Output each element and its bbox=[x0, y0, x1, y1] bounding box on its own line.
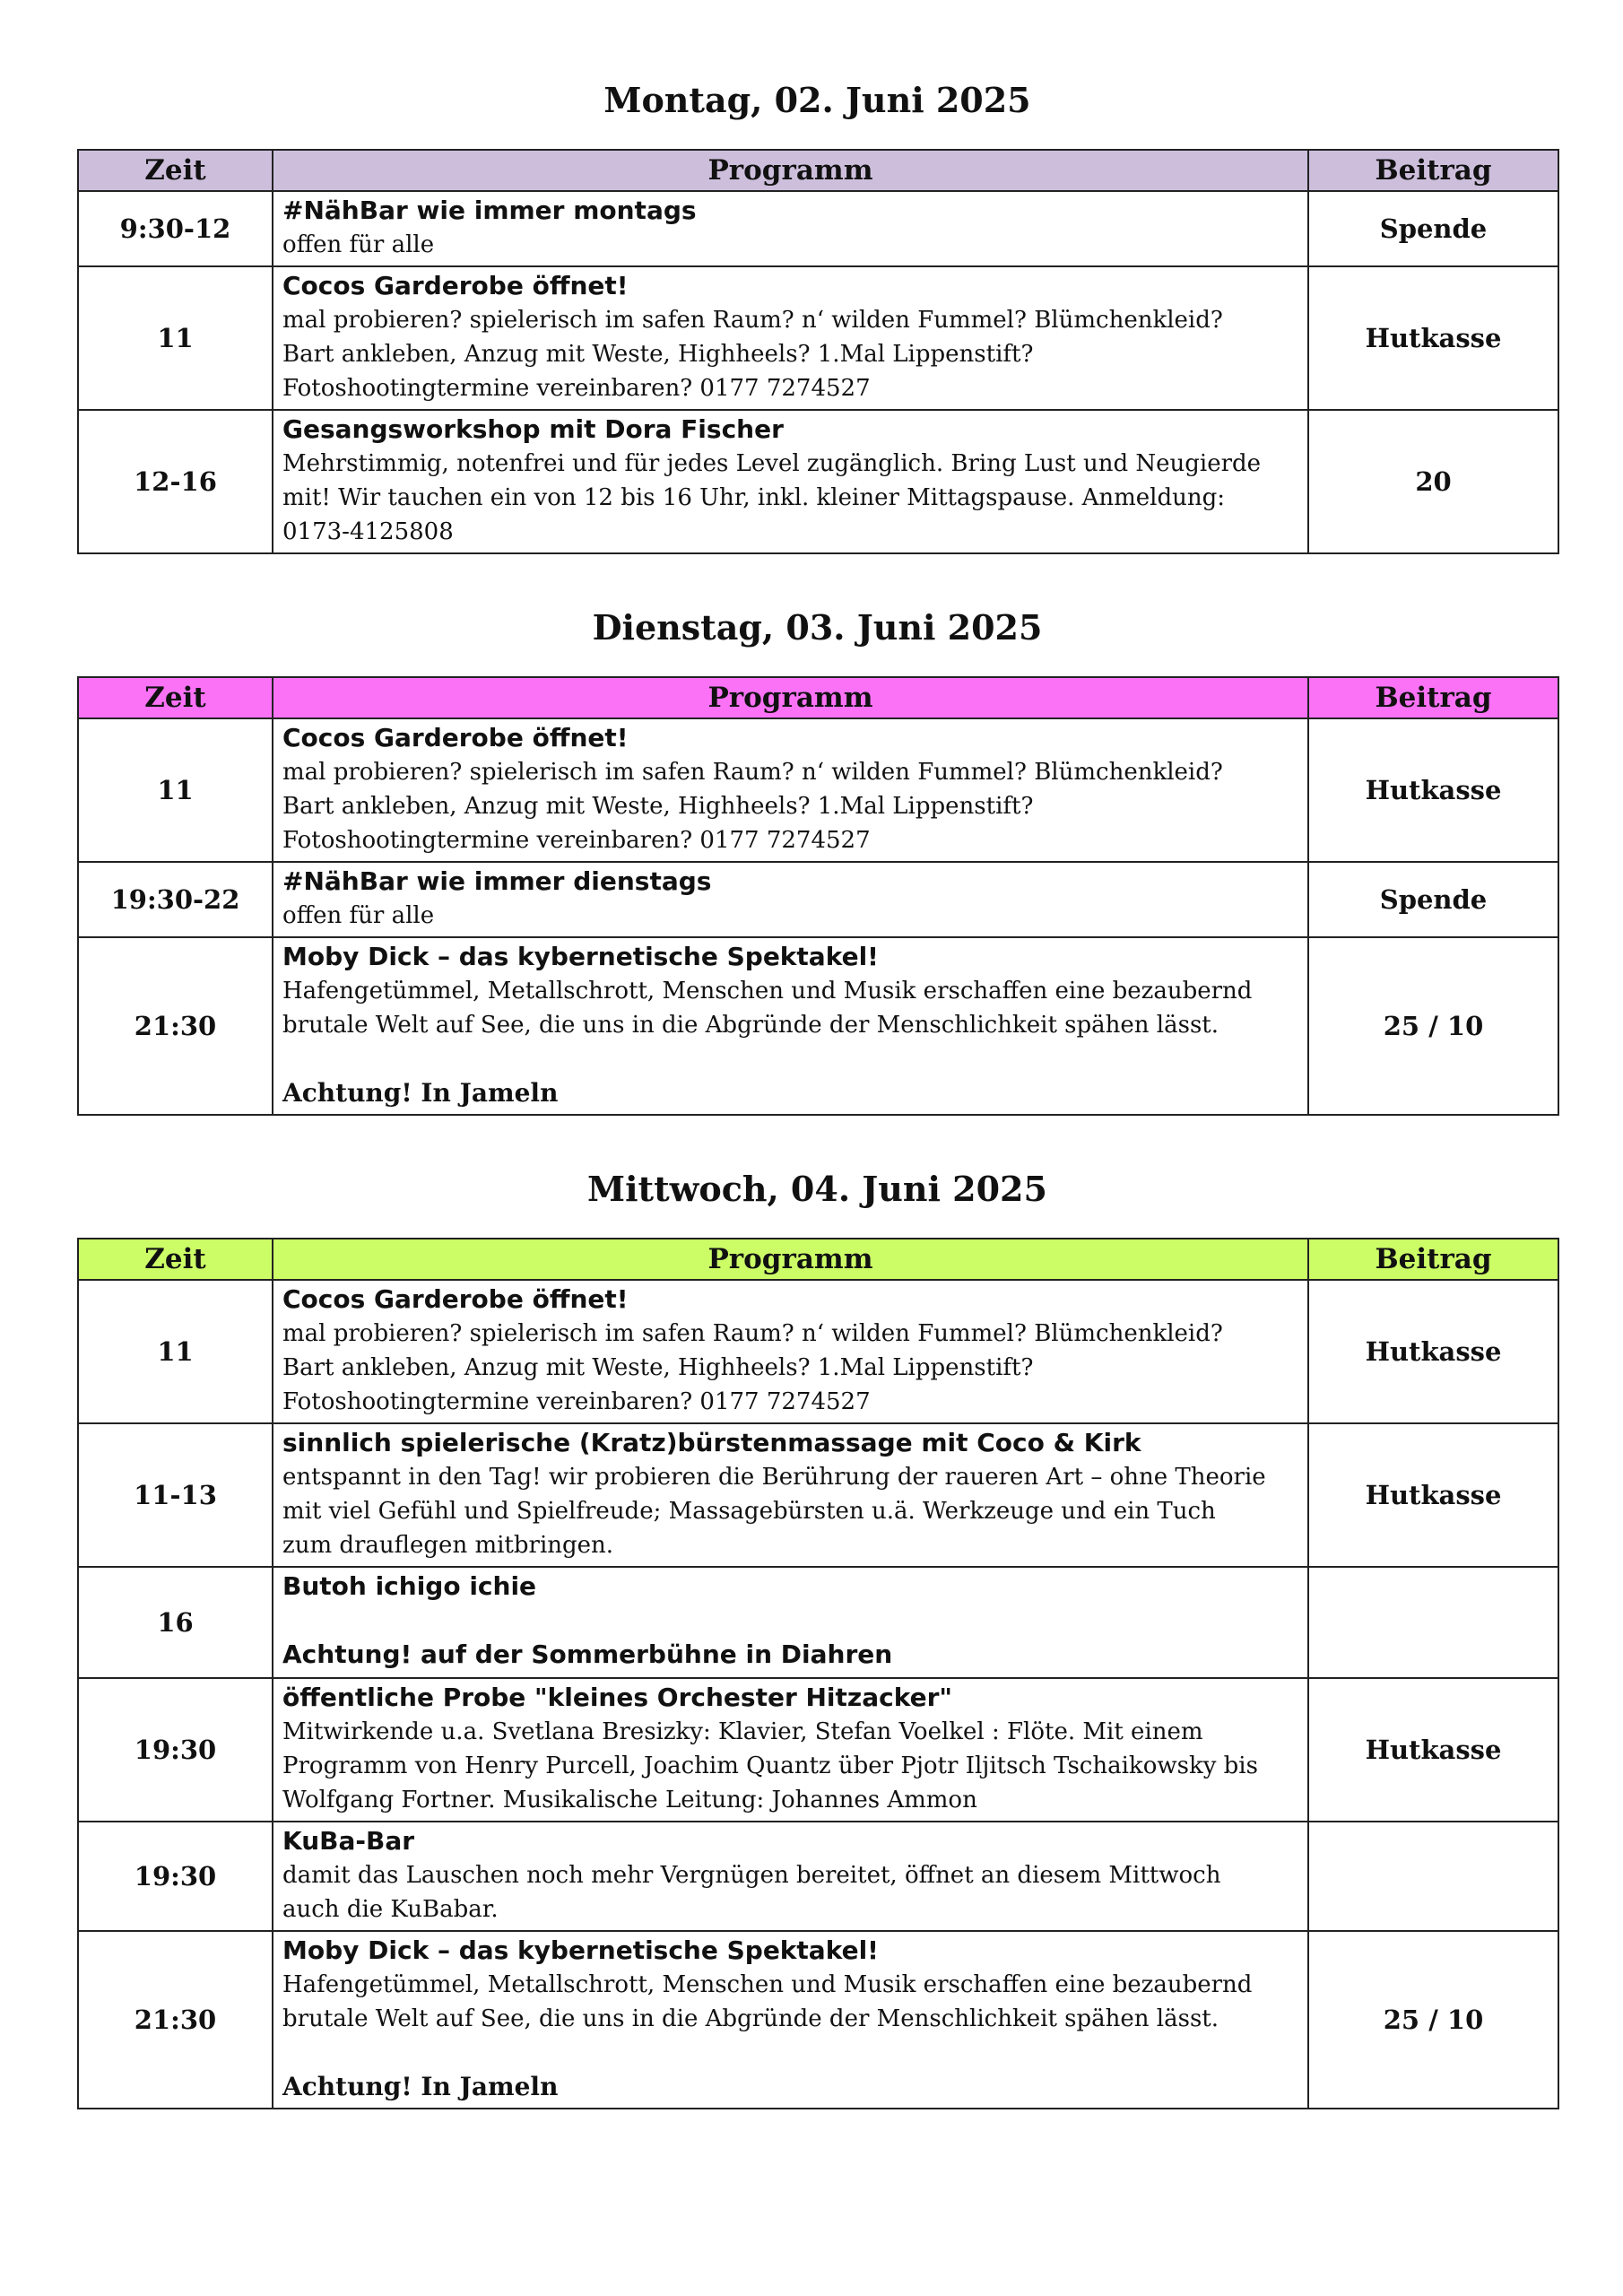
program-cell bbox=[273, 1678, 1308, 1822]
fee-cell bbox=[1308, 1567, 1558, 1678]
fee-cell: 25 / 10 bbox=[1308, 1931, 1558, 2109]
program-cell bbox=[273, 1280, 1308, 1423]
table-row bbox=[78, 410, 1558, 553]
program-note: Achtung! auf der Sommerbühne in Diahren bbox=[282, 1639, 893, 1669]
time-cell: 11 bbox=[78, 1280, 273, 1423]
program-title: Cocos Garderobe öffnet! bbox=[282, 723, 629, 752]
col-header-zeit: Zeit bbox=[78, 1239, 273, 1280]
col-header-programm: Programm bbox=[273, 677, 1308, 718]
time-cell: 12-16 bbox=[78, 410, 273, 553]
time-cell: 21:30 bbox=[78, 1931, 273, 2109]
col-header-zeit: Zeit bbox=[78, 677, 273, 718]
program-cell bbox=[273, 1931, 1308, 2109]
table-row bbox=[78, 1567, 1558, 1678]
program-description: entspannt in den Tag! wir probieren die Berührung der raueren Art – ohne Theorie mit viel Gefühl und Spielfreude; Massagebürsten u.ä. Werkzeuge und ein Tuch zum drauflegen mitbringen. bbox=[282, 1464, 1266, 1559]
day-monday bbox=[77, 70, 1558, 554]
time-cell: 19:30-22 bbox=[78, 862, 273, 937]
fee-cell bbox=[1308, 1822, 1558, 1931]
col-header-programm: Programm bbox=[273, 150, 1308, 191]
schedule-table bbox=[77, 149, 1559, 554]
day-title: Montag, 02. Juni 2025 bbox=[603, 80, 1031, 120]
fee-cell: Hutkasse bbox=[1308, 1280, 1558, 1423]
program-description: Hafengetümmel, Metallschrott, Menschen und Musik erschaffen eine bezaubernd brutale Welt auf See, die uns in die Abgründe der Menschlichkeit spähen lässt. bbox=[282, 1971, 1253, 2032]
program-note: Achtung! In Jameln bbox=[282, 1078, 559, 1108]
program-title: Cocos Garderobe öffnet! bbox=[282, 271, 629, 300]
schedule-table bbox=[77, 1238, 1559, 2109]
program-title: Butoh ichigo ichie bbox=[282, 1571, 537, 1601]
program-title: Gesangsworkshop mit Dora Fischer bbox=[282, 414, 784, 444]
time-cell: 19:30 bbox=[78, 1822, 273, 1931]
program-cell bbox=[273, 718, 1308, 862]
fee-cell: Spende bbox=[1308, 191, 1558, 266]
fee-cell: Hutkasse bbox=[1308, 718, 1558, 862]
program-title: Moby Dick – das kybernetische Spektakel! bbox=[282, 942, 879, 971]
program-note: Achtung! In Jameln bbox=[282, 2072, 559, 2101]
col-header-beitrag: Beitrag bbox=[1308, 1239, 1558, 1280]
program-description: offen für alle bbox=[282, 231, 435, 258]
program-title: KuBa-Bar bbox=[282, 1826, 415, 1856]
time-cell: 16 bbox=[78, 1567, 273, 1678]
table-header bbox=[78, 677, 1558, 718]
program-title: Cocos Garderobe öffnet! bbox=[282, 1284, 629, 1314]
program-cell bbox=[273, 1423, 1308, 1567]
program-title: #NähBar wie immer montags bbox=[282, 196, 697, 225]
program-description: mal probieren? spielerisch im safen Raum? n‘ wilden Fummel? Blümchenkleid? Bart ankleben, Anzug mit Weste, Highheels? 1.Mal Lippenstift? Fotoshootingtermine vereinbaren? 0177 7274527 bbox=[282, 759, 1223, 854]
table-row bbox=[78, 1423, 1558, 1567]
col-header-programm: Programm bbox=[273, 1239, 1308, 1280]
table-row bbox=[78, 1678, 1558, 1822]
time-cell: 11 bbox=[78, 718, 273, 862]
program-description: offen für alle bbox=[282, 902, 435, 929]
program-description: mal probieren? spielerisch im safen Raum? n‘ wilden Fummel? Blümchenkleid? Bart ankleben, Anzug mit Weste, Highheels? 1.Mal Lippenstift? Fotoshootingtermine vereinbaren? 0177 7274527 bbox=[282, 307, 1223, 402]
schedule-table bbox=[77, 676, 1559, 1116]
day-tuesday bbox=[77, 597, 1558, 1116]
fee-cell: 20 bbox=[1308, 410, 1558, 553]
table-row bbox=[78, 862, 1558, 937]
program-description: mal probieren? spielerisch im safen Raum? n‘ wilden Fummel? Blümchenkleid? Bart ankleben, Anzug mit Weste, Highheels? 1.Mal Lippenstift? Fotoshootingtermine vereinbaren? 0177 7274527 bbox=[282, 1320, 1223, 1415]
program-description: damit das Lauschen noch mehr Vergnügen bereitet, öffnet an diesem Mittwoch auch die KuBabar. bbox=[282, 1862, 1221, 1923]
table-row bbox=[78, 1280, 1558, 1423]
fee-cell: Hutkasse bbox=[1308, 1678, 1558, 1822]
program-description: Hafengetümmel, Metallschrott, Menschen und Musik erschaffen eine bezaubernd brutale Welt auf See, die uns in die Abgründe der Menschlichkeit spähen lässt. bbox=[282, 978, 1253, 1039]
col-header-beitrag: Beitrag bbox=[1308, 150, 1558, 191]
program-cell bbox=[273, 191, 1308, 266]
program-description: Mehrstimmig, notenfrei und für jedes Level zugänglich. Bring Lust und Neugierde mit! Wir tauchen ein von 12 bis 16 Uhr, inkl. kleiner Mittagspause. Anmeldung: 0173-4125808 bbox=[282, 450, 1262, 545]
fee-cell: 25 / 10 bbox=[1308, 937, 1558, 1115]
table-row bbox=[78, 1822, 1558, 1931]
table-row bbox=[78, 718, 1558, 862]
program-cell bbox=[273, 410, 1308, 553]
col-header-zeit: Zeit bbox=[78, 150, 273, 191]
time-cell: 19:30 bbox=[78, 1678, 273, 1822]
table-row bbox=[78, 1931, 1558, 2109]
program-title: Moby Dick – das kybernetische Spektakel! bbox=[282, 1935, 879, 1965]
fee-cell: Hutkasse bbox=[1308, 266, 1558, 410]
col-header-beitrag: Beitrag bbox=[1308, 677, 1558, 718]
schedule-page bbox=[77, 70, 1558, 2152]
table-header bbox=[78, 150, 1558, 191]
program-title: #NähBar wie immer dienstags bbox=[282, 866, 712, 896]
program-description: Mitwirkende u.a. Svetlana Bresizky: Klavier, Stefan Voelkel : Flöte. Mit einem Programm von Henry Purcell, Joachim Quantz über Pjotr Iljitsch Tschaikowsky bis Wolfgang Fortner. Musikalische Leitung: Johannes Ammon bbox=[282, 1718, 1258, 1813]
table-row bbox=[78, 191, 1558, 266]
program-cell bbox=[273, 1567, 1308, 1678]
program-cell bbox=[273, 937, 1308, 1115]
program-cell bbox=[273, 862, 1308, 937]
time-cell: 11 bbox=[78, 266, 273, 410]
table-row bbox=[78, 266, 1558, 410]
fee-cell: Hutkasse bbox=[1308, 1423, 1558, 1567]
fee-cell: Spende bbox=[1308, 862, 1558, 937]
table-row bbox=[78, 937, 1558, 1115]
time-cell: 21:30 bbox=[78, 937, 273, 1115]
time-cell: 9:30-12 bbox=[78, 191, 273, 266]
program-cell bbox=[273, 1822, 1308, 1931]
program-title: sinnlich spielerische (Kratz)bürstenmassage mit Coco & Kirk bbox=[282, 1428, 1141, 1457]
program-title: öffentliche Probe "kleines Orchester Hitzacker" bbox=[282, 1683, 952, 1712]
day-title: Mittwoch, 04. Juni 2025 bbox=[587, 1169, 1047, 1209]
program-cell bbox=[273, 266, 1308, 410]
day-wednesday bbox=[77, 1159, 1558, 2109]
table-header bbox=[78, 1239, 1558, 1280]
day-title: Dienstag, 03. Juni 2025 bbox=[592, 607, 1043, 648]
time-cell: 11-13 bbox=[78, 1423, 273, 1567]
